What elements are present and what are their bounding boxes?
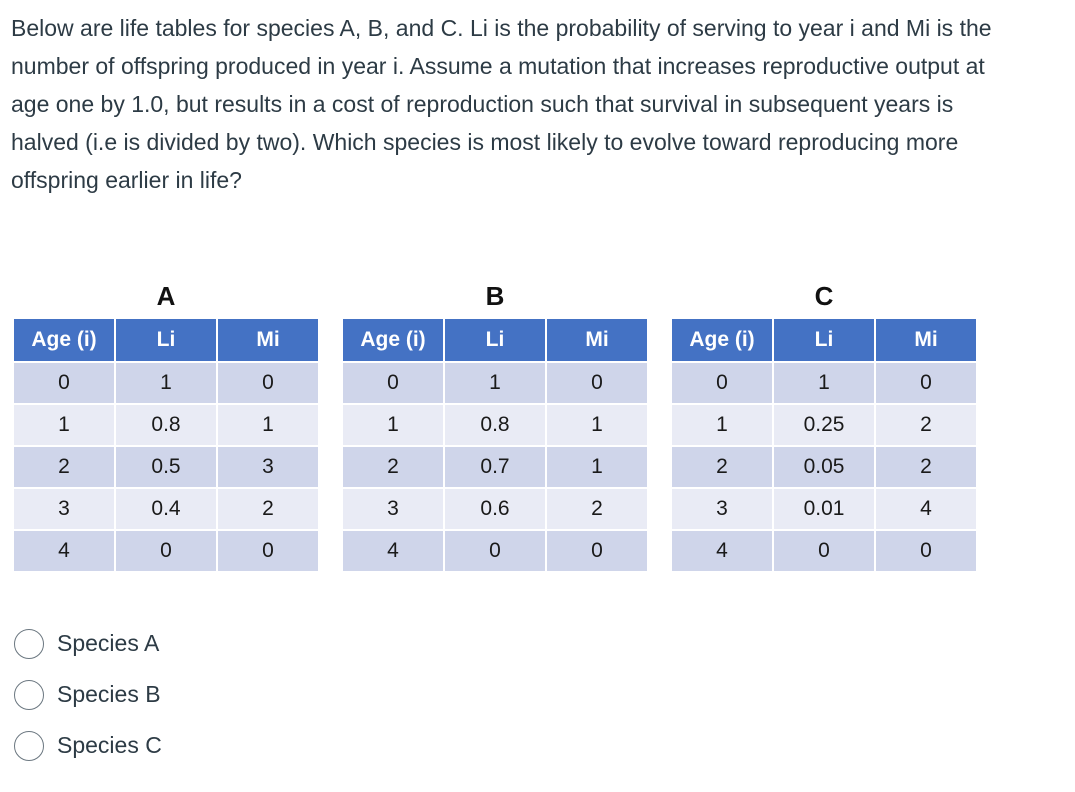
header-mi: Mi — [875, 318, 977, 362]
answer-options — [14, 618, 162, 771]
header-age: Age (i) — [671, 318, 773, 362]
cell-mi: 3 — [217, 446, 319, 488]
cell-age: 4 — [342, 530, 444, 572]
cell-li: 0.4 — [115, 488, 217, 530]
table-row — [13, 446, 319, 488]
cell-age: 4 — [13, 530, 115, 572]
cell-age: 0 — [342, 362, 444, 404]
cell-age: 3 — [342, 488, 444, 530]
cell-li: 1 — [115, 362, 217, 404]
option-species-b[interactable] — [14, 669, 162, 720]
table-row — [13, 362, 319, 404]
life-table-c — [670, 275, 978, 573]
table-c — [670, 317, 978, 573]
table-row — [671, 404, 977, 446]
cell-mi: 0 — [217, 530, 319, 572]
cell-age: 0 — [671, 362, 773, 404]
cell-li: 0.6 — [444, 488, 546, 530]
cell-age: 1 — [13, 404, 115, 446]
option-label: Species C — [57, 732, 162, 758]
cell-li: 0 — [773, 530, 875, 572]
life-table-a — [12, 275, 320, 573]
cell-age: 3 — [13, 488, 115, 530]
cell-age: 1 — [342, 404, 444, 446]
radio-button-a[interactable] — [14, 629, 44, 659]
header-age: Age (i) — [342, 318, 444, 362]
table-header-row — [342, 318, 648, 362]
radio-button-b[interactable] — [14, 680, 44, 710]
cell-mi: 2 — [875, 404, 977, 446]
option-label: Species A — [57, 630, 160, 656]
cell-age: 2 — [671, 446, 773, 488]
cell-li: 0.25 — [773, 404, 875, 446]
table-row — [671, 530, 977, 572]
cell-li: 0.8 — [444, 404, 546, 446]
table-row — [342, 404, 648, 446]
header-li: Li — [115, 318, 217, 362]
cell-li: 0 — [444, 530, 546, 572]
table-a — [12, 317, 320, 573]
cell-age: 1 — [671, 404, 773, 446]
header-li: Li — [444, 318, 546, 362]
cell-mi: 1 — [546, 404, 648, 446]
cell-mi: 0 — [546, 362, 648, 404]
cell-mi: 2 — [546, 488, 648, 530]
table-row — [13, 530, 319, 572]
cell-age: 4 — [671, 530, 773, 572]
table-row — [342, 488, 648, 530]
option-label: Species B — [57, 681, 161, 707]
table-row — [671, 488, 977, 530]
cell-mi: 2 — [875, 446, 977, 488]
table-row — [342, 362, 648, 404]
cell-age: 0 — [13, 362, 115, 404]
cell-li: 0.7 — [444, 446, 546, 488]
table-title-b: B — [485, 281, 505, 311]
cell-li: 0.01 — [773, 488, 875, 530]
radio-button-c[interactable] — [14, 731, 44, 761]
table-title-c: C — [814, 281, 834, 311]
header-age: Age (i) — [13, 318, 115, 362]
table-title-a: A — [156, 281, 176, 311]
cell-mi: 0 — [875, 530, 977, 572]
header-mi: Mi — [546, 318, 648, 362]
cell-li: 1 — [773, 362, 875, 404]
cell-li: 0.5 — [115, 446, 217, 488]
cell-mi: 0 — [217, 362, 319, 404]
header-mi: Mi — [217, 318, 319, 362]
cell-mi: 1 — [217, 404, 319, 446]
option-species-c[interactable] — [14, 720, 162, 771]
cell-mi: 2 — [217, 488, 319, 530]
cell-li: 1 — [444, 362, 546, 404]
table-row — [671, 446, 977, 488]
table-header-row — [13, 318, 319, 362]
cell-mi: 0 — [546, 530, 648, 572]
table-row — [671, 362, 977, 404]
cell-mi: 1 — [546, 446, 648, 488]
table-header-row — [671, 318, 977, 362]
table-row — [342, 446, 648, 488]
cell-age: 2 — [342, 446, 444, 488]
question-text: Below are life tables for species A, B, and C. Li is the probability of serving to year i and Mi is the number of offspring produced in year i. Assume a mutation that increases reproductive output at age one by 1.0, but results in a cost of reproduction such that survival in subsequent years is halved (i.e is divided by two). Which species is most likely to evolve toward reproducing more offspring earlier in life? — [11, 15, 992, 193]
cell-mi: 4 — [875, 488, 977, 530]
table-row — [342, 530, 648, 572]
table-b — [341, 317, 649, 573]
table-row — [13, 488, 319, 530]
cell-li: 0.8 — [115, 404, 217, 446]
cell-li: 0.05 — [773, 446, 875, 488]
life-table-b — [341, 275, 649, 573]
header-li: Li — [773, 318, 875, 362]
cell-age: 2 — [13, 446, 115, 488]
option-species-a[interactable] — [14, 618, 162, 669]
cell-age: 3 — [671, 488, 773, 530]
table-row — [13, 404, 319, 446]
cell-mi: 0 — [875, 362, 977, 404]
cell-li: 0 — [115, 530, 217, 572]
